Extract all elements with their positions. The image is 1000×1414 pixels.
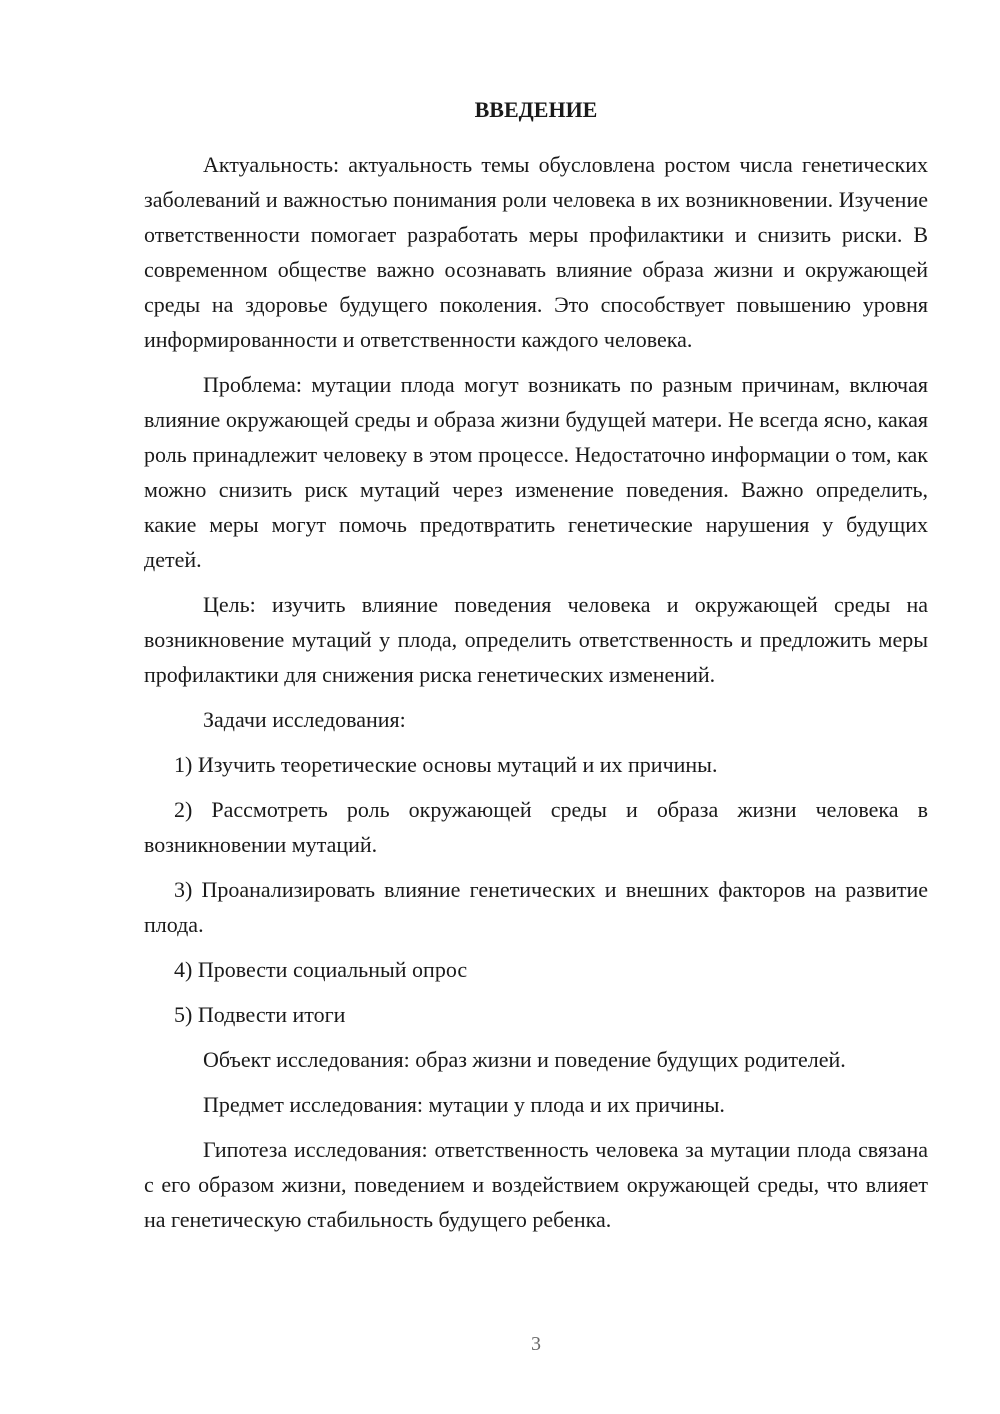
subject-paragraph: Предмет исследования: мутации у плода и их причины.	[203, 1092, 725, 1117]
problem-paragraph: Проблема: мутации плода могут возникать по разным причинам, включая влияние окружающей среды и образа жизни будущей матери. Не всегда ясно, какая роль принадлежит человеку в этом процессе. Недостаточно информации о том, как можно снизить риск мутаций через изменение поведения. Важно определить, какие меры могут помочь предотвратить генетические нарушения у будущих детей.	[144, 372, 928, 572]
task-item: 3) Проанализировать влияние генетических и внешних факторов на развитие плода.	[144, 877, 928, 937]
task-item: 2) Рассмотреть роль окружающей среды и образа жизни человека в возникновении мутаций.	[144, 797, 928, 857]
page-title: ВВЕДЕНИЕ	[474, 97, 598, 122]
hypothesis-paragraph: Гипотеза исследования: ответственность человека за мутации плода связана с его образом жизни, поведением и воздействием окружающей среды, что влияет на генетическую стабильность будущего ребенка.	[144, 1137, 928, 1232]
task-item: 5) Подвести итоги	[174, 1002, 346, 1027]
task-item: 1) Изучить теоретические основы мутаций и их причины.	[174, 752, 718, 777]
page-number: 3	[531, 1333, 541, 1355]
relevance-paragraph: Актуальность: актуальность темы обусловлена ростом числа генетических заболеваний и важностью понимания роли человека в их возникновении. Изучение ответственности помогает разработать меры профилактики и снизить риски. В современном обществе важно осознавать влияние образа жизни и окружающей среды на здоровье будущего поколения. Это способствует повышению уровня информированности и ответственности каждого человека.	[144, 152, 928, 352]
task-item: 4) Провести социальный опрос	[174, 957, 468, 982]
tasks-heading: Задачи исследования:	[203, 707, 406, 732]
object-paragraph: Объект исследования: образ жизни и поведение будущих родителей.	[203, 1047, 846, 1072]
goal-paragraph: Цель: изучить влияние поведения человека и окружающей среды на возникновение мутаций у плода, определить ответственность и предложить меры профилактики для снижения риска генетических изменений.	[144, 592, 928, 687]
document-page	[144, 92, 928, 1247]
